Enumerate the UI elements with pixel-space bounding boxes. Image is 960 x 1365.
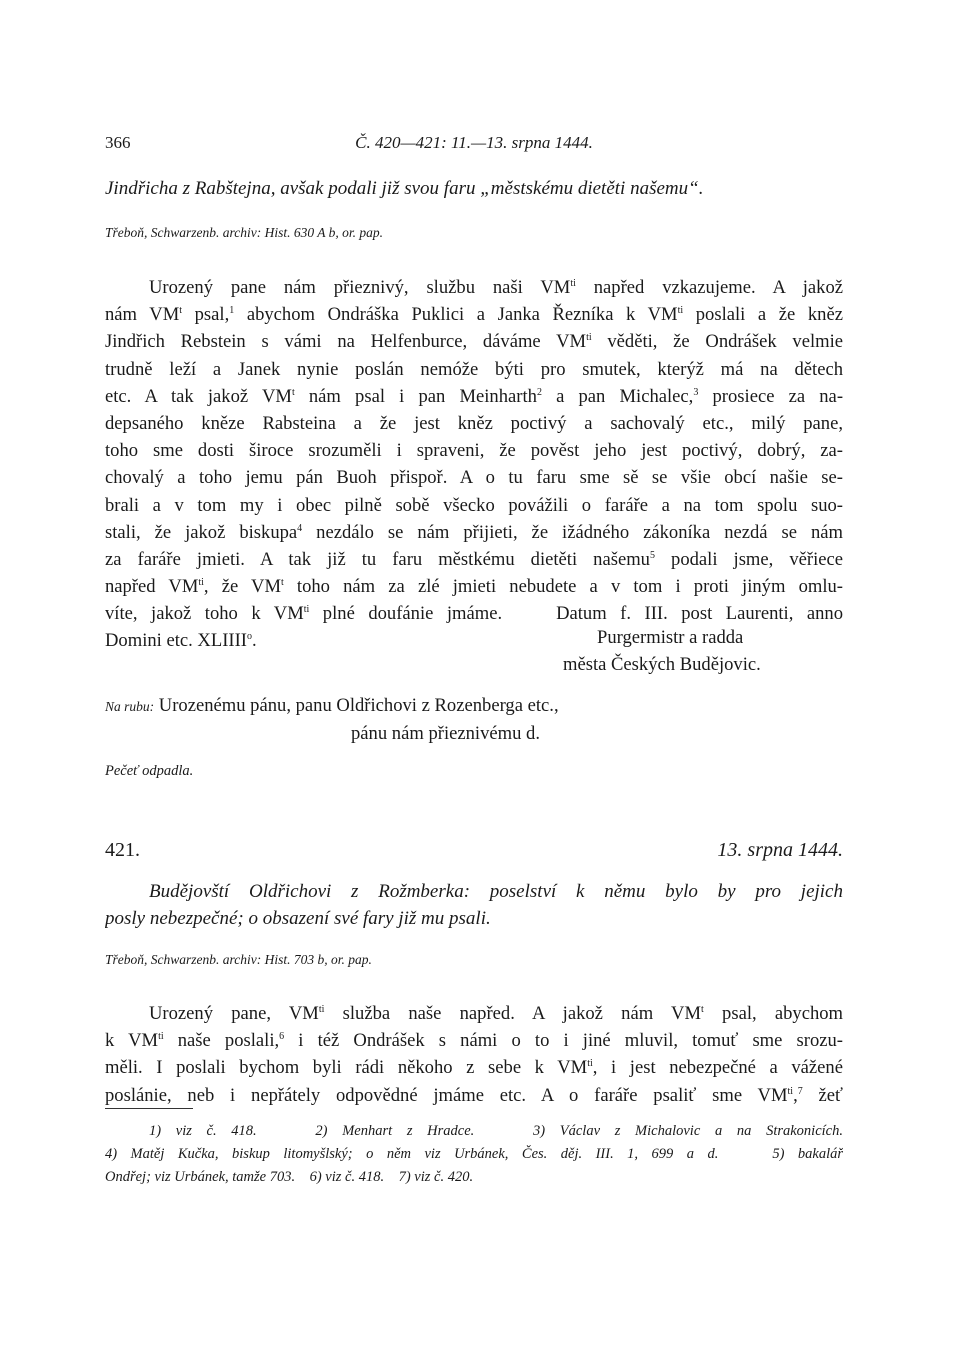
text-line: etc. A tak jakož $VM^t$ nám psal i pan Meinharth$^2$ a pan Michalec,$^3$ prosiece za na-: [105, 385, 843, 407]
verso-label: Na rubu:: [105, 699, 155, 714]
footnotes: [105, 1120, 843, 1189]
text-line: brali a v tom my i obec pilně sobě všecko povážili o faráře a na tom spolu suo-: [105, 494, 843, 516]
document-page: [105, 0, 843, 1365]
regest-continuation: Jindřicha z Rabštejna, avšak podali již svou faru „městskému dietěti našemu“.: [105, 178, 704, 199]
verso-line: Urozenému pánu, panu Oldřichovi z Rozenberga etc.,: [158, 695, 559, 716]
text-line: Urozený pane nám přieznivý, službu naši $VM^{ti}$ napřed vzkazujeme. A jakož: [149, 277, 843, 298]
text-line: chovalý a toho jemu pán Buoh přispoř. A o tu faru sme sě se všie obcí našie se-: [105, 467, 843, 489]
regest-line: Budějovští Oldřichovi z Rožmberka: poselství k němu bylo by pro jejich: [149, 881, 843, 902]
source-note-420: Třeboň, Schwarzenb. archiv: Hist. 630 A b, or. pap.: [105, 225, 384, 240]
signature-block: [563, 624, 843, 678]
text-line: toho sme dosti široce srozuměli i spraveni, že pověst jeho jest poctivý, dobrý, za-: [105, 440, 843, 462]
document-number: 421.: [105, 839, 140, 861]
footnote-rule: [105, 1108, 193, 1109]
text-line: depsaného kněze Rabsteina a že jest kněz poctivý a sachovalý etc., milý pane,: [105, 412, 843, 434]
text-line: stali, že jakož biskupa$^4$ nezdálo se nám přijieti, že ižádného zákoníka nezdá se nám: [105, 521, 843, 543]
text-line: k $VM^{ti}$ naše poslali,$^6$ i též Ondrášek s námi o to i jiné mluvil, tomuť sme srozu-: [105, 1030, 843, 1052]
text-line: Jindřich Rebstein s vámi na Helfenburce, dáváme $VM^{ti}$ věděti, že Ondrášek velmie: [105, 331, 843, 353]
verso-address: [105, 692, 843, 747]
source-note-421: Třeboň, Schwarzenb. archiv: Hist. 703 b, or. pap.: [105, 952, 372, 967]
signature-line: města Českých Budějovic.: [563, 654, 761, 675]
page-number: 366: [105, 133, 131, 152]
seal-note: Pečeť odpadla.: [105, 763, 194, 779]
text-line: trudně leží a Janek nynie poslán nemóže býti pro smutek, kterýž má na dětech: [105, 358, 843, 380]
signature-line: Purgermistr a radda: [597, 627, 744, 648]
text-line: Urozený pane, $VM^{ti}$ služba naše napřed. A jakož nám $VM^t$ psal, abychom: [149, 1003, 843, 1024]
text-line: nám $VM^t$ psal,$^1$ abychom Ondráška Puklici a Janka Řezníka k $VM^{ti}$ poslali a že kněz: [105, 304, 843, 326]
footnote-line: 1) viz č. 418. 2) Menhart z Hradce. 3) Václav z Michalovic a na Strakonicích.: [149, 1123, 843, 1139]
text-line: víte, jakož toho k $VM^{ti}$ plné doufánie jmáme. Datum f. III. post Laurenti, anno: [105, 603, 843, 625]
regest-line: posly nebezpečné; o obsazení své fary již mu psali.: [105, 908, 491, 930]
running-header: [105, 133, 843, 157]
letter-text-420: [105, 274, 843, 655]
letter-text-421: [105, 1000, 843, 1109]
text-line: poslánie, neb i nepřátely odpovědné jmáme etc. A o faráře psaliť sme $VM^{ti},^7$ žeť: [105, 1084, 843, 1106]
text-line: měli. I poslali bychom byli rádi někoho z sebe k $VM^{ti}$, i jest nebezpečné a vážené: [105, 1057, 843, 1079]
running-title: Č. 420—421: 11.—13. srpna 1444.: [355, 133, 593, 152]
text-line: napřed $VM^{ti}$, že $VM^t$ toho nám za zlé jmieti nebudete a v tom i proti jiným omlu-: [105, 576, 843, 598]
footnote-line: 4) Matěj Kučka, biskup litomyšlský; o něm viz Urbánek, Čes. děj. III. 1, 699 a d. 5) bakalář: [105, 1146, 843, 1162]
text-line: za faráře jmieti. A tak již tu faru městkému dietěti našemu$^5$ podali jsme, věřiece: [105, 548, 843, 570]
footnote-line: Ondřej; viz Urbánek, tamže 703. 6) viz č. 418. 7) viz č. 420.: [105, 1169, 474, 1185]
document-heading-421: [105, 839, 843, 865]
regest-421: [105, 878, 843, 932]
verso-line: pánu nám přieznivému d.: [351, 723, 540, 744]
document-date: 13. srpna 1444.: [717, 839, 843, 861]
text-line: Domini etc. XLIIII$^o$.: [105, 630, 257, 652]
